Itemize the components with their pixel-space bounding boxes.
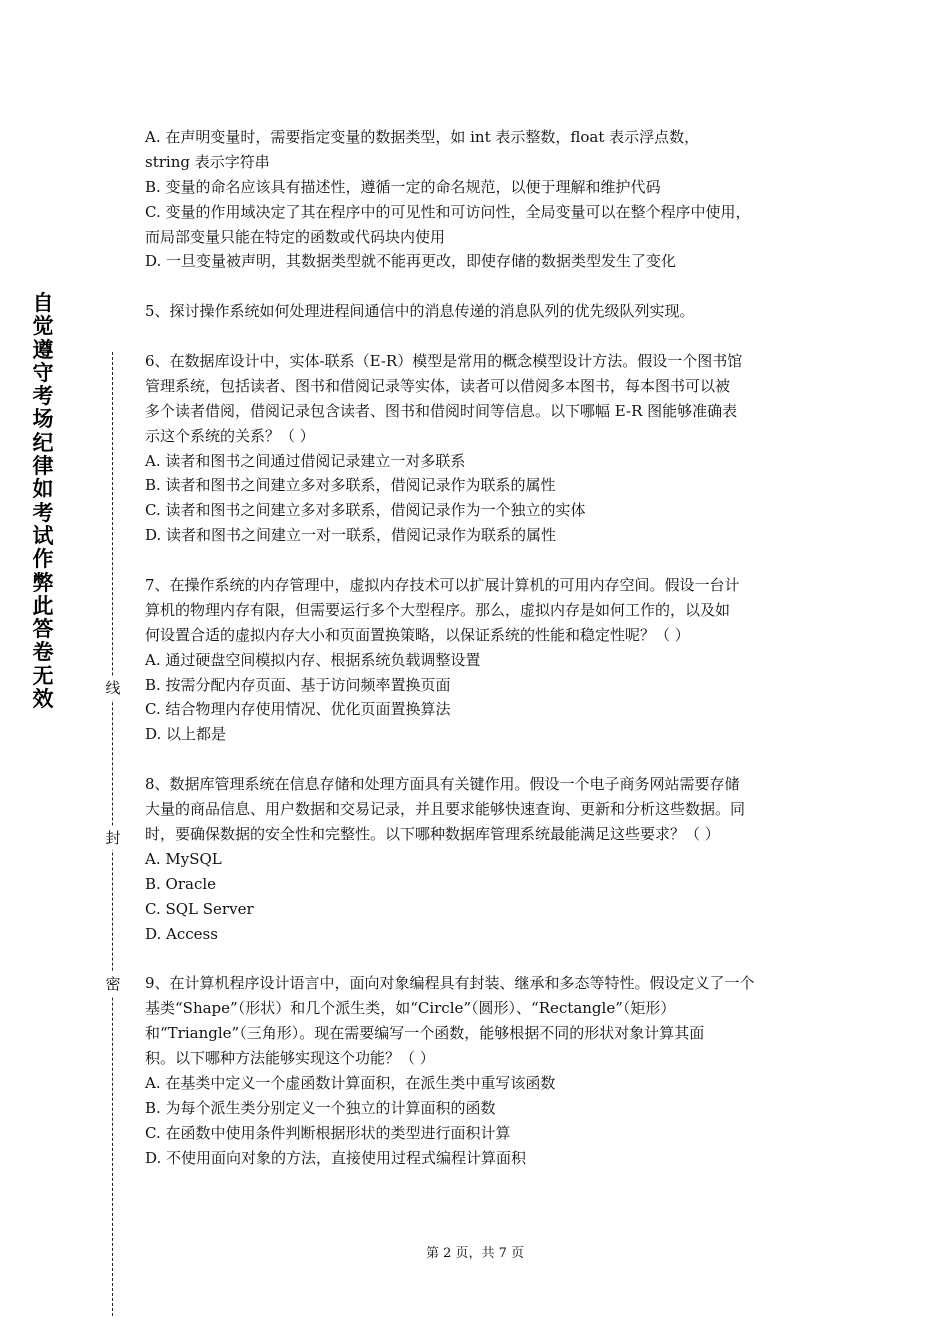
question-stem-line: 5、探讨操作系统如何处理进程间通信中的消息传递的消息队列的优先级队列实现。 bbox=[145, 302, 695, 321]
question-stem-line: 管理系统，包括读者、图书和借阅记录等实体，读者可以借阅多本图书，每本图书可以被 bbox=[145, 376, 731, 395]
option-c: C. SQL Server bbox=[145, 899, 254, 918]
question-content bbox=[145, 125, 815, 1170]
question-4-options bbox=[145, 125, 815, 274]
question-stem-line: 6、在数据库设计中，实体-联系（E-R）模型是常用的概念模型设计方法。假设一个图书馆 bbox=[145, 352, 743, 371]
question-7 bbox=[145, 573, 815, 747]
option-b: B. 按需分配内存页面、基于访问频率置换页面 bbox=[145, 675, 451, 694]
option-b: B. 为每个派生类分别定义一个独立的计算面积的函数 bbox=[145, 1098, 496, 1117]
question-stem-line: 示这个系统的关系？（ ） bbox=[145, 426, 315, 445]
exam-notice: 自觉遵守考场纪律如考试作弊此答卷无效 bbox=[32, 291, 54, 712]
question-stem-line: 多个读者借阅，借阅记录包含读者、图书和借阅时间等信息。以下哪幅 E-R 图能够准确表 bbox=[145, 401, 738, 420]
question-stem-line: 基类“Shape”（形状）和几个派生类，如“Circle”（圆形）、“Rectangle”（矩形） bbox=[145, 999, 676, 1018]
question-5 bbox=[145, 299, 815, 324]
question-stem-line: 8、数据库管理系统在信息存储和处理方面具有关键作用。假设一个电子商务网站需要存储 bbox=[145, 775, 740, 794]
option-a: A. 读者和图书之间通过借阅记录建立一对多联系 bbox=[145, 451, 466, 470]
binding-label-xian: 线 bbox=[102, 676, 124, 700]
question-stem-line: 7、在操作系统的内存管理中，虚拟内存技术可以扩展计算机的可用内存空间。假设一台计 bbox=[145, 576, 740, 595]
option-a: A. MySQL bbox=[145, 849, 222, 868]
option-d: D. Access bbox=[145, 924, 218, 943]
option-line: A. 在声明变量时，需要指定变量的数据类型，如 int 表示整数，float 表示浮点数， bbox=[145, 128, 700, 146]
option-line: 而局部变量只能在特定的函数或代码块内使用 bbox=[145, 227, 446, 246]
question-stem-line: 和“Triangle”（三角形）。现在需要编写一个函数，能够根据不同的形状对象计算其面 bbox=[145, 1024, 705, 1043]
option-line: C. 变量的作用域决定了其在程序中的可见性和可访问性，全局变量可以在整个程序中使用， bbox=[145, 202, 751, 221]
option-a: A. 通过硬盘空间模拟内存、根据系统负载调整设置 bbox=[145, 650, 481, 669]
option-b: B. Oracle bbox=[145, 874, 217, 893]
option-line: string 表示字符串 bbox=[145, 152, 270, 171]
option-c: C. 结合物理内存使用情况、优化页面置换算法 bbox=[145, 700, 451, 719]
page-number: 第 2 页，共 7 页 bbox=[425, 1246, 525, 1261]
question-stem-line: 何设置合适的虚拟内存大小和页面置换策略，以保证系统的性能和稳定性呢？（ ） bbox=[145, 625, 690, 644]
binding-label-feng: 封 bbox=[102, 826, 124, 850]
option-a: A. 在基类中定义一个虚函数计算面积，在派生类中重写该函数 bbox=[145, 1073, 556, 1092]
option-c: C. 在函数中使用条件判断根据形状的类型进行面积计算 bbox=[145, 1123, 511, 1142]
question-stem-line: 算机的物理内存有限，但需要运行多个大型程序。那么，虚拟内存是如何工作的，以及如 bbox=[145, 600, 731, 619]
binding-label-mi: 密 bbox=[102, 972, 124, 996]
question-stem-line: 大量的商品信息、用户数据和交易记录，并且要求能够快速查询、更新和分析这些数据。同 bbox=[145, 800, 746, 819]
question-6 bbox=[145, 349, 815, 548]
option-b: B. 读者和图书之间建立多对多联系，借阅记录作为联系的属性 bbox=[145, 476, 556, 495]
question-stem-line: 9、在计算机程序设计语言中，面向对象编程具有封装、继承和多态等特性。假设定义了一个 bbox=[145, 974, 755, 993]
question-stem-line: 时，要确保数据的安全性和完整性。以下哪种数据库管理系统最能满足这些要求？（ ） bbox=[145, 824, 720, 843]
option-d: D. 读者和图书之间建立一对一联系，借阅记录作为联系的属性 bbox=[145, 526, 557, 545]
question-9 bbox=[145, 971, 815, 1170]
option-c: C. 读者和图书之间建立多对多联系，借阅记录作为一个独立的实体 bbox=[145, 501, 586, 520]
option-line: D. 一旦变量被声明，其数据类型就不能再更改，即使存储的数据类型发生了变化 bbox=[145, 252, 677, 271]
option-line: B. 变量的命名应该具有描述性，遵循一定的命名规范，以便于理解和维护代码 bbox=[145, 177, 661, 196]
option-d: D. 不使用面向对象的方法，直接使用过程式编程计算面积 bbox=[145, 1148, 527, 1167]
question-8 bbox=[145, 772, 815, 946]
question-stem-line: 积。以下哪种方法能够实现这个功能？（ ） bbox=[145, 1048, 435, 1067]
option-d: D. 以上都是 bbox=[145, 725, 227, 744]
